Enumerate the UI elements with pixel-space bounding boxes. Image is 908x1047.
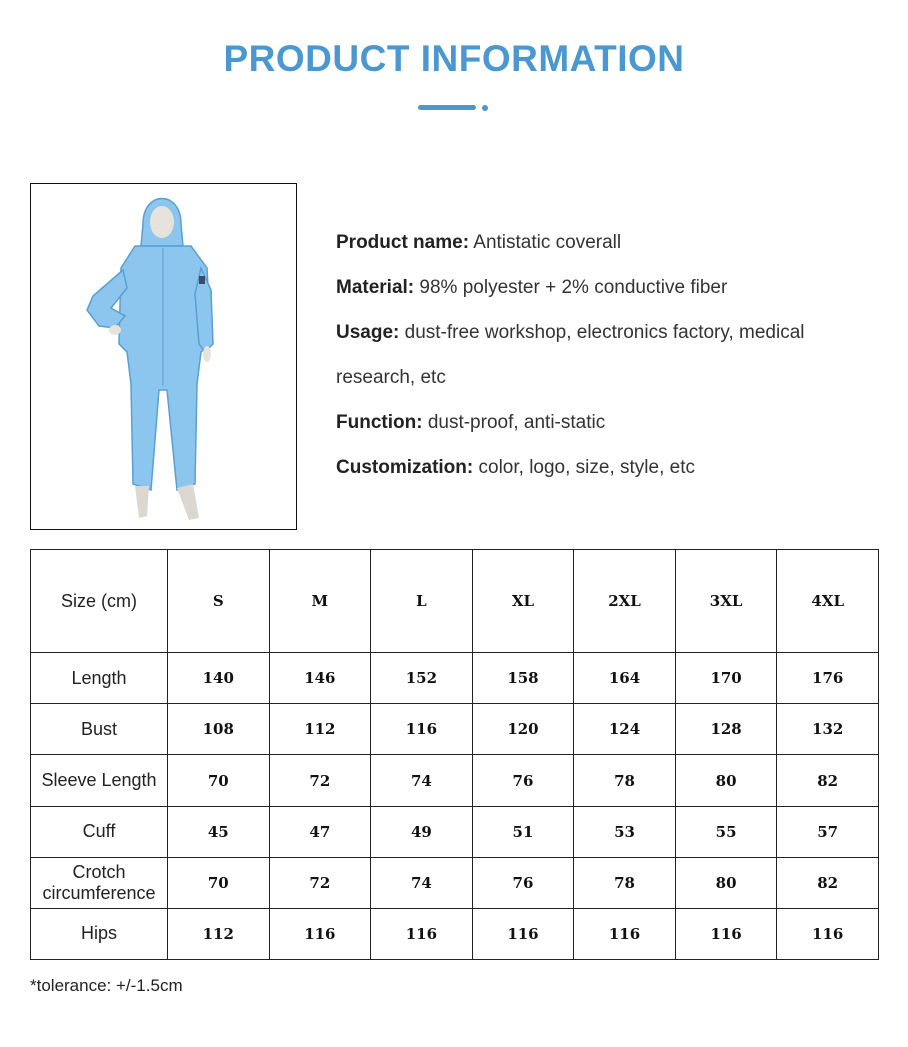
product-photo — [30, 183, 297, 530]
product-name-key: Product name: — [336, 232, 470, 253]
table-cell: 128 — [675, 704, 777, 755]
function-key: Function: — [336, 412, 423, 433]
table-cell: 49 — [371, 806, 473, 857]
product-name-value: Antistatic coverall — [473, 232, 622, 253]
title-underline — [418, 105, 476, 110]
size-table — [30, 549, 879, 960]
row-label: Cuff — [31, 806, 168, 857]
table-cell: 124 — [574, 704, 676, 755]
row-label: Hips — [31, 908, 168, 959]
table-row — [31, 908, 879, 959]
customization-key: Customization: — [336, 457, 474, 478]
table-row — [31, 806, 879, 857]
table-cell: 70 — [168, 857, 270, 908]
table-row — [31, 755, 879, 806]
size-header-cell: M — [269, 550, 371, 653]
table-row — [31, 704, 879, 755]
function-value: dust-proof, anti-static — [427, 412, 606, 433]
row-label: Bust — [31, 704, 168, 755]
function-row — [336, 400, 876, 445]
table-cell: 45 — [168, 806, 270, 857]
table-cell: 47 — [269, 806, 371, 857]
table-cell: 116 — [269, 908, 371, 959]
table-cell: 51 — [472, 806, 574, 857]
table-cell: 80 — [675, 857, 777, 908]
table-cell: 112 — [168, 908, 270, 959]
table-cell: 140 — [168, 653, 270, 704]
usage-row — [336, 310, 876, 400]
table-cell: 112 — [269, 704, 371, 755]
size-header-cell: 4XL — [777, 550, 879, 653]
material-value: 98% polyester + 2% conductive fiber — [419, 277, 728, 298]
table-cell: 82 — [777, 755, 879, 806]
table-cell: 146 — [269, 653, 371, 704]
table-cell: 116 — [371, 908, 473, 959]
usage-key: Usage: — [336, 322, 400, 343]
title-dot — [482, 105, 488, 111]
row-label: Length — [31, 653, 168, 704]
usage-value: dust-free workshop, electronics factory, medical research, etc — [336, 322, 805, 388]
material-row — [336, 265, 876, 310]
table-cell: 76 — [472, 755, 574, 806]
size-header-row — [31, 550, 879, 653]
table-cell: 164 — [574, 653, 676, 704]
table-cell: 132 — [777, 704, 879, 755]
table-cell: 78 — [574, 857, 676, 908]
tolerance-note: *tolerance: +/-1.5cm — [30, 976, 183, 995]
customization-value: color, logo, size, style, etc — [478, 457, 695, 478]
product-name-row — [336, 220, 876, 265]
table-cell: 116 — [777, 908, 879, 959]
table-cell: 72 — [269, 755, 371, 806]
page-title: PRODUCT INFORMATION — [223, 38, 685, 79]
table-cell: 108 — [168, 704, 270, 755]
table-cell: 70 — [168, 755, 270, 806]
table-cell: 158 — [472, 653, 574, 704]
table-cell: 74 — [371, 857, 473, 908]
coverall-icon — [31, 184, 296, 529]
table-cell: 116 — [472, 908, 574, 959]
row-label: Sleeve Length — [31, 755, 168, 806]
size-header-cell: S — [168, 550, 270, 653]
table-row — [31, 653, 879, 704]
table-cell: 74 — [371, 755, 473, 806]
table-cell: 120 — [472, 704, 574, 755]
customization-row — [336, 445, 876, 490]
size-header-label: Size (cm) — [31, 550, 168, 653]
table-cell: 116 — [675, 908, 777, 959]
table-cell: 152 — [371, 653, 473, 704]
size-header-cell: L — [371, 550, 473, 653]
size-header-cell: XL — [472, 550, 574, 653]
row-label: Crotch circumference — [31, 857, 168, 908]
size-header-cell: 2XL — [574, 550, 676, 653]
size-header-cell: 3XL — [675, 550, 777, 653]
table-cell: 57 — [777, 806, 879, 857]
table-row — [31, 857, 879, 908]
product-info — [336, 220, 876, 490]
table-cell: 116 — [371, 704, 473, 755]
table-cell: 72 — [269, 857, 371, 908]
table-cell: 80 — [675, 755, 777, 806]
table-cell: 170 — [675, 653, 777, 704]
table-cell: 53 — [574, 806, 676, 857]
table-cell: 55 — [675, 806, 777, 857]
table-cell: 116 — [574, 908, 676, 959]
table-cell: 76 — [472, 857, 574, 908]
table-cell: 78 — [574, 755, 676, 806]
material-key: Material: — [336, 277, 415, 298]
table-cell: 176 — [777, 653, 879, 704]
table-cell: 82 — [777, 857, 879, 908]
